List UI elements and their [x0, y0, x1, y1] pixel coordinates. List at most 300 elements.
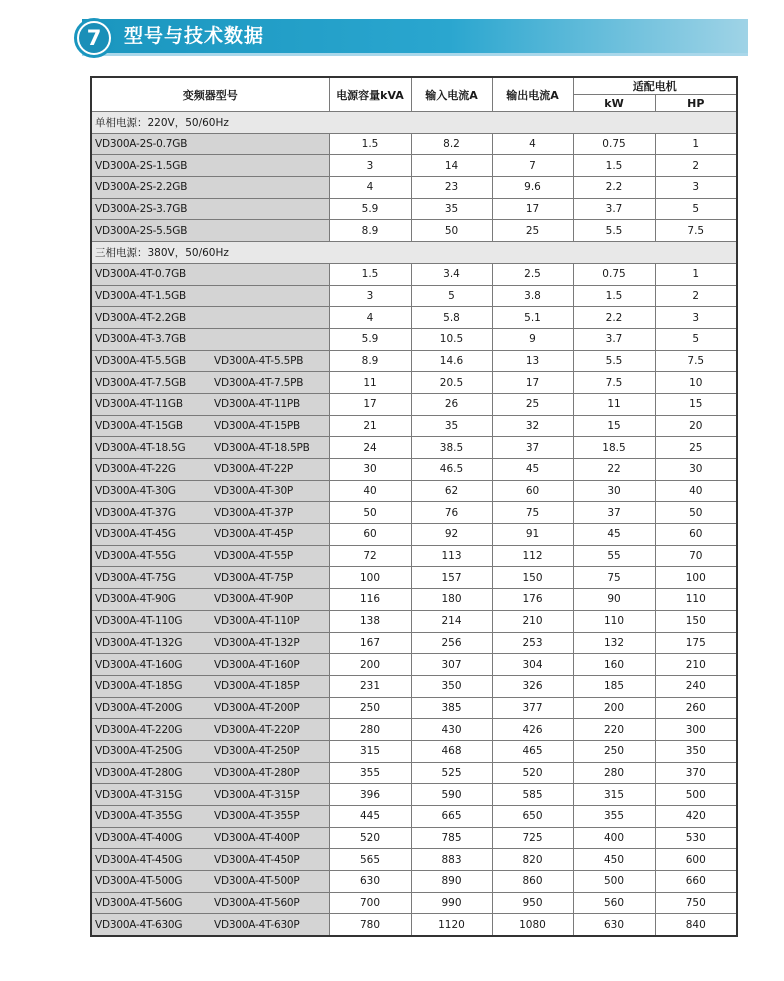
model-g: VD300A-4T-220G — [95, 723, 183, 736]
model-g: VD300A-4T-250G — [95, 745, 183, 758]
model-g: VD300A-4T-630G — [95, 918, 183, 931]
header-capacity: 电源容量kVA — [329, 77, 411, 112]
model-p: VD300A-4T-185P — [214, 680, 300, 693]
hp-cell: 70 — [655, 545, 737, 567]
capacity-cell: 700 — [329, 892, 411, 914]
input-current-cell: 180 — [411, 589, 492, 611]
model-cell — [91, 567, 329, 589]
model-g: VD300A-4T-355G — [95, 810, 183, 823]
output-current-cell: 4 — [492, 133, 573, 155]
model-g: VD300A-4T-185G — [95, 680, 183, 693]
hp-cell: 110 — [655, 589, 737, 611]
hp-cell: 240 — [655, 675, 737, 697]
kw-cell: 7.5 — [573, 372, 655, 394]
capacity-cell: 280 — [329, 719, 411, 741]
model-cell — [91, 654, 329, 676]
model-p: VD300A-4T-75P — [214, 571, 294, 584]
model-g: VD300A-4T-75G — [95, 571, 176, 584]
model-g: VD300A-2S-0.7GB — [95, 138, 188, 151]
model-cell — [91, 133, 329, 155]
model-p: VD300A-4T-160P — [214, 658, 300, 671]
header-kw: kW — [573, 95, 655, 112]
table-row — [91, 285, 737, 307]
table-row — [91, 177, 737, 199]
table-row — [91, 654, 737, 676]
model-g: VD300A-4T-500G — [95, 875, 183, 888]
kw-cell: 1.5 — [573, 285, 655, 307]
input-current-cell: 665 — [411, 806, 492, 828]
table-row — [91, 784, 737, 806]
table-row — [91, 220, 737, 242]
capacity-cell: 167 — [329, 632, 411, 654]
table-row — [91, 849, 737, 871]
kw-cell: 132 — [573, 632, 655, 654]
output-current-cell: 25 — [492, 220, 573, 242]
input-current-cell: 157 — [411, 567, 492, 589]
model-g: VD300A-4T-400G — [95, 832, 183, 845]
model-p: VD300A-4T-630P — [214, 918, 300, 931]
input-current-cell: 10.5 — [411, 328, 492, 350]
model-cell — [91, 892, 329, 914]
input-current-cell: 430 — [411, 719, 492, 741]
input-current-cell: 785 — [411, 827, 492, 849]
model-p: VD300A-4T-5.5PB — [214, 354, 304, 367]
output-current-cell: 17 — [492, 372, 573, 394]
output-current-cell: 25 — [492, 393, 573, 415]
model-cell — [91, 697, 329, 719]
kw-cell: 0.75 — [573, 133, 655, 155]
model-g: VD300A-4T-11GB — [95, 398, 183, 411]
capacity-cell: 630 — [329, 871, 411, 893]
hp-cell: 370 — [655, 762, 737, 784]
table-row — [91, 567, 737, 589]
kw-cell: 250 — [573, 740, 655, 762]
output-current-cell: 5.1 — [492, 307, 573, 329]
model-g: VD300A-4T-1.5GB — [95, 289, 187, 302]
model-p: VD300A-4T-400P — [214, 832, 300, 845]
table-row — [91, 480, 737, 502]
output-current-cell: 75 — [492, 502, 573, 524]
model-cell — [91, 849, 329, 871]
capacity-cell: 24 — [329, 437, 411, 459]
capacity-cell: 1.5 — [329, 263, 411, 285]
model-cell — [91, 806, 329, 828]
model-cell — [91, 871, 329, 893]
model-cell — [91, 220, 329, 242]
model-p: VD300A-4T-22P — [214, 463, 294, 476]
input-current-cell: 35 — [411, 415, 492, 437]
model-cell — [91, 632, 329, 654]
input-current-cell: 20.5 — [411, 372, 492, 394]
hp-cell: 2 — [655, 285, 737, 307]
hp-cell: 30 — [655, 459, 737, 481]
capacity-cell: 250 — [329, 697, 411, 719]
capacity-cell: 315 — [329, 740, 411, 762]
model-cell — [91, 589, 329, 611]
table-row — [91, 263, 737, 285]
header-output-current: 输出电流A — [492, 77, 573, 112]
input-current-cell: 307 — [411, 654, 492, 676]
output-current-cell: 176 — [492, 589, 573, 611]
table-row — [91, 437, 737, 459]
model-cell — [91, 372, 329, 394]
input-current-cell: 5 — [411, 285, 492, 307]
model-cell — [91, 393, 329, 415]
hp-cell: 350 — [655, 740, 737, 762]
table-row — [91, 697, 737, 719]
capacity-cell: 40 — [329, 480, 411, 502]
table-row — [91, 827, 737, 849]
model-p: VD300A-4T-90P — [214, 593, 294, 606]
model-cell — [91, 177, 329, 199]
model-cell — [91, 827, 329, 849]
kw-cell: 5.5 — [573, 350, 655, 372]
kw-cell: 37 — [573, 502, 655, 524]
output-current-cell: 3.8 — [492, 285, 573, 307]
model-cell — [91, 740, 329, 762]
model-cell — [91, 545, 329, 567]
kw-cell: 2.2 — [573, 177, 655, 199]
hp-cell: 600 — [655, 849, 737, 871]
model-cell — [91, 263, 329, 285]
hp-cell: 50 — [655, 502, 737, 524]
input-current-cell: 468 — [411, 740, 492, 762]
model-cell — [91, 480, 329, 502]
capacity-cell: 3 — [329, 155, 411, 177]
hp-cell: 5 — [655, 328, 737, 350]
table-row — [91, 762, 737, 784]
input-current-cell: 385 — [411, 697, 492, 719]
model-cell — [91, 350, 329, 372]
hp-cell: 150 — [655, 610, 737, 632]
capacity-cell: 17 — [329, 393, 411, 415]
model-p: VD300A-4T-110P — [214, 615, 300, 628]
input-current-cell: 23 — [411, 177, 492, 199]
table-row — [91, 871, 737, 893]
header-model: 变频器型号 — [91, 77, 329, 112]
output-current-cell: 60 — [492, 480, 573, 502]
table-row — [91, 307, 737, 329]
input-current-cell: 26 — [411, 393, 492, 415]
model-p: VD300A-4T-315P — [214, 788, 300, 801]
capacity-cell: 396 — [329, 784, 411, 806]
model-p: VD300A-4T-30P — [214, 485, 294, 498]
input-current-cell: 1120 — [411, 914, 492, 936]
hp-cell: 530 — [655, 827, 737, 849]
capacity-cell: 4 — [329, 177, 411, 199]
model-cell — [91, 524, 329, 546]
model-g: VD300A-4T-30G — [95, 485, 176, 498]
table-row — [91, 393, 737, 415]
table-row — [91, 914, 737, 936]
model-g: VD300A-4T-0.7GB — [95, 268, 187, 281]
model-p: VD300A-4T-18.5PB — [214, 441, 310, 454]
output-current-cell: 9 — [492, 328, 573, 350]
capacity-cell: 30 — [329, 459, 411, 481]
input-current-cell: 5.8 — [411, 307, 492, 329]
table-row — [91, 545, 737, 567]
output-current-cell: 150 — [492, 567, 573, 589]
hp-cell: 7.5 — [655, 350, 737, 372]
table-row — [91, 892, 737, 914]
model-cell — [91, 914, 329, 936]
kw-cell: 500 — [573, 871, 655, 893]
hp-cell: 60 — [655, 524, 737, 546]
kw-cell: 18.5 — [573, 437, 655, 459]
model-cell — [91, 459, 329, 481]
model-cell — [91, 502, 329, 524]
output-current-cell: 17 — [492, 198, 573, 220]
capacity-cell: 5.9 — [329, 198, 411, 220]
model-p: VD300A-4T-15PB — [214, 419, 301, 432]
group-label: 单相电源：220V，50/60Hz — [91, 112, 737, 134]
model-g: VD300A-4T-18.5G — [95, 441, 186, 454]
model-g: VD300A-2S-3.7GB — [95, 203, 188, 216]
model-g: VD300A-4T-110G — [95, 615, 183, 628]
header-motor: 适配电机 — [573, 77, 737, 95]
hp-cell: 10 — [655, 372, 737, 394]
hp-cell: 500 — [655, 784, 737, 806]
capacity-cell: 445 — [329, 806, 411, 828]
output-current-cell: 326 — [492, 675, 573, 697]
hp-cell: 7.5 — [655, 220, 737, 242]
kw-cell: 15 — [573, 415, 655, 437]
model-g: VD300A-4T-15GB — [95, 419, 183, 432]
model-p: VD300A-4T-200P — [214, 701, 300, 714]
model-cell — [91, 437, 329, 459]
table-row — [91, 806, 737, 828]
spec-table — [90, 76, 738, 937]
section-number: 7 — [79, 23, 109, 53]
group-label: 三相电源：380V，50/60Hz — [91, 242, 737, 264]
model-p: VD300A-4T-560P — [214, 897, 300, 910]
header-hp: HP — [655, 95, 737, 112]
input-current-cell: 92 — [411, 524, 492, 546]
hp-cell: 1 — [655, 263, 737, 285]
input-current-cell: 990 — [411, 892, 492, 914]
table-row — [91, 675, 737, 697]
kw-cell: 280 — [573, 762, 655, 784]
input-current-cell: 76 — [411, 502, 492, 524]
capacity-cell: 5.9 — [329, 328, 411, 350]
kw-cell: 400 — [573, 827, 655, 849]
table-row — [91, 133, 737, 155]
model-p: VD300A-4T-55P — [214, 550, 294, 563]
hp-cell: 100 — [655, 567, 737, 589]
model-g: VD300A-4T-2.2GB — [95, 311, 187, 324]
model-cell — [91, 198, 329, 220]
model-p: VD300A-4T-250P — [214, 745, 300, 758]
hp-cell: 5 — [655, 198, 737, 220]
model-g: VD300A-2S-1.5GB — [95, 159, 188, 172]
model-g: VD300A-4T-22G — [95, 463, 176, 476]
hp-cell: 3 — [655, 307, 737, 329]
output-current-cell: 32 — [492, 415, 573, 437]
kw-cell: 1.5 — [573, 155, 655, 177]
kw-cell: 0.75 — [573, 263, 655, 285]
model-cell — [91, 155, 329, 177]
input-current-cell: 214 — [411, 610, 492, 632]
model-g: VD300A-4T-5.5GB — [95, 354, 187, 367]
section-number-badge — [74, 18, 114, 58]
model-g: VD300A-4T-3.7GB — [95, 333, 187, 346]
capacity-cell: 780 — [329, 914, 411, 936]
input-current-cell: 38.5 — [411, 437, 492, 459]
capacity-cell: 8.9 — [329, 220, 411, 242]
model-g: VD300A-4T-280G — [95, 766, 183, 779]
table-row — [91, 740, 737, 762]
kw-cell: 30 — [573, 480, 655, 502]
output-current-cell: 253 — [492, 632, 573, 654]
model-p: VD300A-4T-355P — [214, 810, 300, 823]
kw-cell: 355 — [573, 806, 655, 828]
model-cell — [91, 285, 329, 307]
output-current-cell: 950 — [492, 892, 573, 914]
kw-cell: 220 — [573, 719, 655, 741]
model-g: VD300A-4T-55G — [95, 550, 176, 563]
capacity-cell: 231 — [329, 675, 411, 697]
output-current-cell: 91 — [492, 524, 573, 546]
table-row — [91, 372, 737, 394]
kw-cell: 5.5 — [573, 220, 655, 242]
capacity-cell: 50 — [329, 502, 411, 524]
input-current-cell: 50 — [411, 220, 492, 242]
model-g: VD300A-4T-7.5GB — [95, 376, 187, 389]
input-current-cell: 350 — [411, 675, 492, 697]
hp-cell: 660 — [655, 871, 737, 893]
output-current-cell: 520 — [492, 762, 573, 784]
hp-cell: 1 — [655, 133, 737, 155]
input-current-cell: 256 — [411, 632, 492, 654]
capacity-cell: 355 — [329, 762, 411, 784]
input-current-cell: 14 — [411, 155, 492, 177]
model-p: VD300A-4T-450P — [214, 853, 300, 866]
capacity-cell: 8.9 — [329, 350, 411, 372]
output-current-cell: 7 — [492, 155, 573, 177]
kw-cell: 200 — [573, 697, 655, 719]
kw-cell: 3.7 — [573, 328, 655, 350]
hp-cell: 175 — [655, 632, 737, 654]
output-current-cell: 304 — [492, 654, 573, 676]
kw-cell: 630 — [573, 914, 655, 936]
model-p: VD300A-4T-220P — [214, 723, 300, 736]
output-current-cell: 2.5 — [492, 263, 573, 285]
group-row — [91, 242, 737, 264]
model-cell — [91, 719, 329, 741]
model-p: VD300A-4T-7.5PB — [214, 376, 304, 389]
hp-cell: 840 — [655, 914, 737, 936]
input-current-cell: 62 — [411, 480, 492, 502]
table-row — [91, 459, 737, 481]
hp-cell: 300 — [655, 719, 737, 741]
model-p: VD300A-4T-132P — [214, 636, 300, 649]
model-g: VD300A-4T-450G — [95, 853, 183, 866]
model-cell — [91, 610, 329, 632]
input-current-cell: 35 — [411, 198, 492, 220]
input-current-cell: 590 — [411, 784, 492, 806]
output-current-cell: 725 — [492, 827, 573, 849]
capacity-cell: 138 — [329, 610, 411, 632]
kw-cell: 55 — [573, 545, 655, 567]
kw-cell: 2.2 — [573, 307, 655, 329]
output-current-cell: 112 — [492, 545, 573, 567]
kw-cell: 185 — [573, 675, 655, 697]
output-current-cell: 45 — [492, 459, 573, 481]
capacity-cell: 200 — [329, 654, 411, 676]
output-current-cell: 465 — [492, 740, 573, 762]
table-row — [91, 610, 737, 632]
model-g: VD300A-4T-315G — [95, 788, 183, 801]
model-g: VD300A-4T-200G — [95, 701, 183, 714]
output-current-cell: 13 — [492, 350, 573, 372]
input-current-cell: 8.2 — [411, 133, 492, 155]
table-row — [91, 502, 737, 524]
model-p: VD300A-4T-37P — [214, 506, 294, 519]
model-cell — [91, 328, 329, 350]
hp-cell: 2 — [655, 155, 737, 177]
model-g: VD300A-4T-37G — [95, 506, 176, 519]
hp-cell: 20 — [655, 415, 737, 437]
capacity-cell: 116 — [329, 589, 411, 611]
output-current-cell: 585 — [492, 784, 573, 806]
hp-cell: 210 — [655, 654, 737, 676]
hp-cell: 15 — [655, 393, 737, 415]
input-current-cell: 3.4 — [411, 263, 492, 285]
input-current-cell: 883 — [411, 849, 492, 871]
header-input-current: 输入电流A — [411, 77, 492, 112]
input-current-cell: 525 — [411, 762, 492, 784]
capacity-cell: 1.5 — [329, 133, 411, 155]
capacity-cell: 11 — [329, 372, 411, 394]
kw-cell: 90 — [573, 589, 655, 611]
hp-cell: 25 — [655, 437, 737, 459]
output-current-cell: 1080 — [492, 914, 573, 936]
model-p: VD300A-4T-45P — [214, 528, 294, 541]
output-current-cell: 210 — [492, 610, 573, 632]
output-current-cell: 650 — [492, 806, 573, 828]
output-current-cell: 820 — [492, 849, 573, 871]
hp-cell: 40 — [655, 480, 737, 502]
capacity-cell: 60 — [329, 524, 411, 546]
model-p: VD300A-4T-11PB — [214, 398, 301, 411]
hp-cell: 260 — [655, 697, 737, 719]
model-g: VD300A-4T-45G — [95, 528, 176, 541]
model-cell — [91, 307, 329, 329]
model-g: VD300A-4T-132G — [95, 636, 183, 649]
input-current-cell: 46.5 — [411, 459, 492, 481]
kw-cell: 160 — [573, 654, 655, 676]
model-g: VD300A-2S-2.2GB — [95, 181, 188, 194]
table-row — [91, 198, 737, 220]
hp-cell: 420 — [655, 806, 737, 828]
capacity-cell: 100 — [329, 567, 411, 589]
input-current-cell: 14.6 — [411, 350, 492, 372]
kw-cell: 560 — [573, 892, 655, 914]
model-g: VD300A-4T-90G — [95, 593, 176, 606]
input-current-cell: 890 — [411, 871, 492, 893]
kw-cell: 315 — [573, 784, 655, 806]
output-current-cell: 426 — [492, 719, 573, 741]
output-current-cell: 9.6 — [492, 177, 573, 199]
capacity-cell: 520 — [329, 827, 411, 849]
kw-cell: 450 — [573, 849, 655, 871]
table-row — [91, 589, 737, 611]
model-cell — [91, 675, 329, 697]
capacity-cell: 72 — [329, 545, 411, 567]
hp-cell: 3 — [655, 177, 737, 199]
model-g: VD300A-4T-560G — [95, 897, 183, 910]
section-title: 型号与技术数据 — [124, 25, 265, 47]
